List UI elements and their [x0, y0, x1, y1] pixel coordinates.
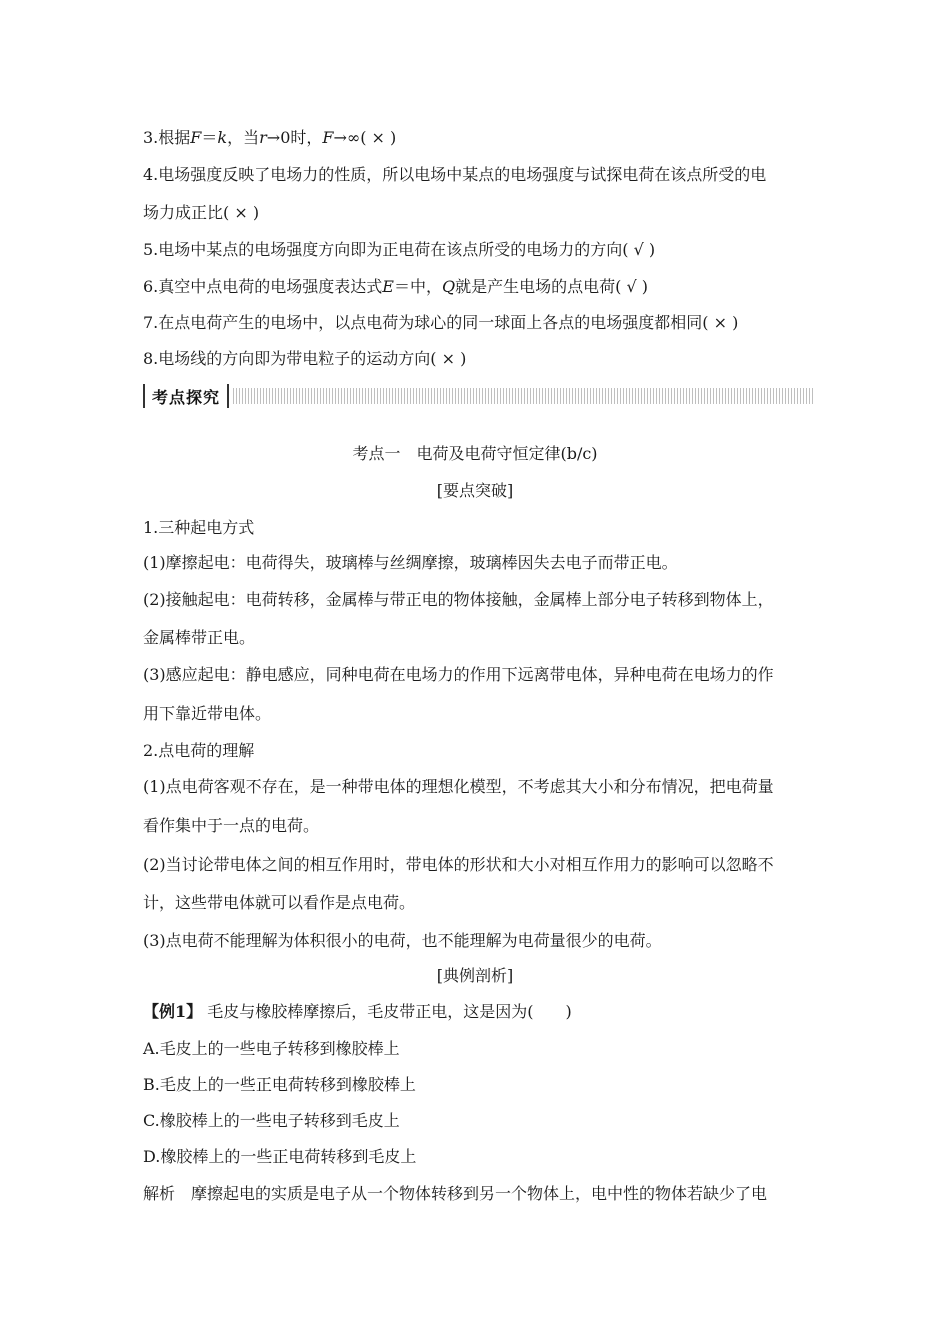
banner-label-box: [143, 384, 229, 408]
judgment-item-7: 7.在点电荷产生的电场中，以点电荷为球心的同一球面上各点的电场强度都相同( × ): [143, 313, 739, 332]
point-1a: (1)摩擦起电：电荷得失，玻璃棒与丝绸摩擦，玻璃棒因失去电子而带正电。: [143, 553, 678, 572]
option-b: B.毛皮上的一些正电荷转移到橡胶棒上: [143, 1075, 416, 1094]
section-subtitle: [要点突破]: [436, 481, 514, 500]
point-2b-line1: (2)当讨论带电体之间的相互作用时，带电体的形状和大小对相互作用力的影响可以忽略不: [143, 855, 774, 874]
option-d: D.橡胶棒上的一些正电荷转移到毛皮上: [143, 1147, 417, 1166]
point-1c-line1: (3)感应起电：静电感应，同种电荷在电场力的作用下远离带电体，异种电荷在电场力的作: [143, 665, 774, 684]
item-3-arrow: →0时，: [266, 128, 323, 147]
judgment-item-4-line2: 场力成正比( × ): [143, 203, 260, 222]
judgment-item-4-line1: 4.电场强度反映了电场力的性质，所以电场中某点的电场强度与试探电荷在该点所受的电: [143, 165, 767, 184]
analysis-text: 解析 摩擦起电的实质是电子从一个物体转移到另一个物体上，电中性的物体若缺少了电: [143, 1184, 768, 1203]
judgment-item-8: 8.电场线的方向即为带电粒子的运动方向( × ): [143, 349, 467, 368]
example-heading: [典例剖析]: [436, 966, 514, 985]
var-k: k: [217, 128, 228, 147]
banner-label: 考点探究: [151, 387, 220, 407]
var-F: F: [322, 128, 334, 147]
point-2c: (3)点电荷不能理解为体积很小的电荷，也不能理解为电荷量很少的电荷。: [143, 931, 662, 950]
item-6-mid: ＝中，: [393, 277, 442, 296]
point-2-heading: 2.点电荷的理解: [143, 741, 255, 760]
option-a: A.毛皮上的一些电子转移到橡胶棒上: [143, 1039, 400, 1058]
option-c: C.橡胶棒上的一些电子转移到毛皮上: [143, 1111, 400, 1130]
item-3-mid: ，当: [227, 128, 260, 147]
point-1c-line2: 用下靠近带电体。: [143, 704, 272, 723]
point-1b-line2: 金属棒带正电。: [143, 628, 256, 647]
item-6-prefix: 6.真空中点电荷的电场强度表达式: [143, 277, 383, 296]
equals-sign: ＝: [201, 128, 218, 147]
item-3-tail: →∞( × ): [333, 128, 397, 147]
point-1-heading: 1.三种起电方式: [143, 518, 255, 537]
judgment-item-5: 5.电场中某点的电场强度方向即为正电荷在该点所受的电场力的方向( √ ): [143, 240, 656, 259]
point-2a-line1: (1)点电荷客观不存在，是一种带电体的理想化模型，不考虑其大小和分布情况，把电荷量: [143, 777, 774, 796]
point-1b-line1: (2)接触起电：电荷转移，金属棒与带正电的物体接触，金属棒上部分电子转移到物体上，: [143, 590, 774, 609]
judgment-item-3: [143, 128, 396, 148]
point-2b-line2: 计，这些带电体就可以看作是点电荷。: [143, 893, 416, 912]
var-F: F: [190, 128, 202, 147]
point-2a-line2: 看作集中于一点的电荷。: [143, 816, 320, 835]
var-r: r: [259, 128, 267, 147]
example-question-text: 毛皮与橡胶棒摩擦后，毛皮带正电，这是因为( ): [202, 1002, 572, 1021]
item-3-prefix: 3.根据: [143, 128, 191, 147]
banner-hatch-decoration: [233, 388, 813, 404]
judgment-item-6: [143, 277, 648, 297]
item-6-tail: 就是产生电场的点电荷( √ ): [455, 277, 648, 296]
var-Q: Q: [441, 277, 456, 296]
section-title: 考点一 电荷及电荷守恒定律(b/c): [352, 444, 598, 463]
example-question: [143, 1002, 572, 1022]
example-tag: 【例1】: [143, 1002, 203, 1021]
var-E: E: [382, 277, 394, 296]
section-banner: [143, 384, 813, 408]
